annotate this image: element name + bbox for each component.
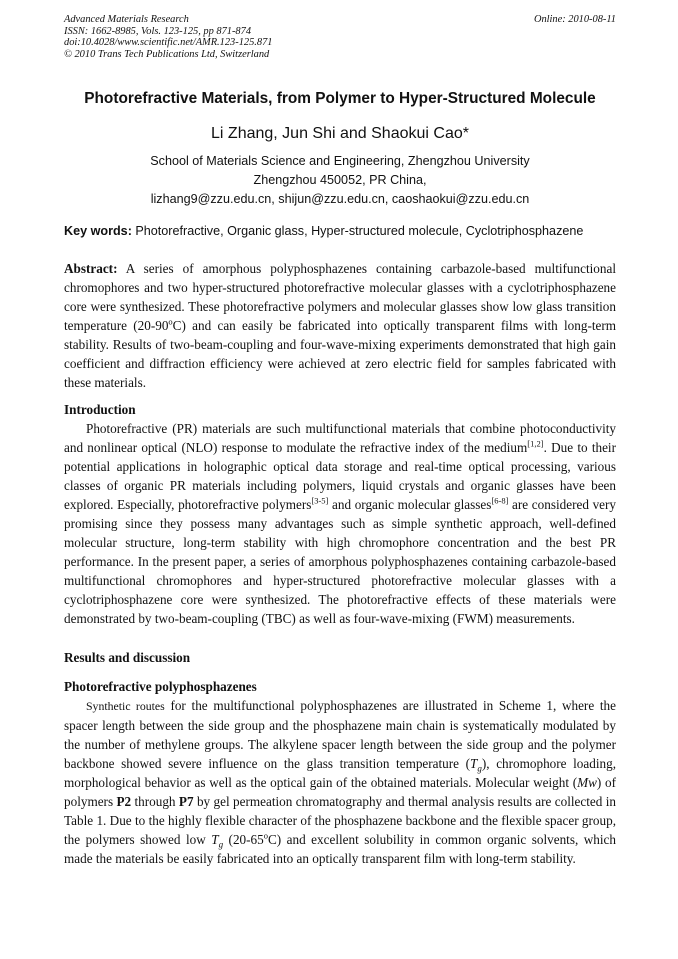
copyright-line: © 2010 Trans Tech Publications Ltd, Switzerland — [64, 48, 270, 60]
results-text: (20-65 — [223, 832, 264, 847]
keywords-text: Photorefractive, Organic glass, Hyper-structured molecule, Cyclotriphosphazene — [131, 224, 584, 238]
introduction-section — [64, 400, 616, 628]
results-text: ) of polymers — [64, 775, 616, 809]
citation-ref[interactable]: [6-8] — [491, 495, 509, 506]
results-text: for the multifunctional polyphosphazenes are illustrated in Scheme 1, where the spacer length between the side group and the phosphazene main chain is systematically modulated by the number of methylene groups. The alkylene spacer length between the side group and the polymer backbone showed severe influence on the glass transition temperature ( — [64, 698, 616, 771]
abstract-text: A series of amorphous polyphosphazenes containing carbazole-based multifunctional chromophores and two hyper-structured photorefractive molecular glasses with a cyclotriphosphazene core were synthesized. These photorefractive polymers and molecular glasses show low glass transition temperature (20-90 — [64, 261, 616, 333]
results-heading: Results and discussion — [64, 650, 191, 665]
results-paragraph — [64, 696, 616, 868]
results-text: by gel permeation chromatography and thermal analysis results are collected in Table 1. Due to the highly flexible character of the phosphazene backbone and the flexible spacer group, the polymers showed low — [64, 794, 616, 847]
journal-name: Advanced Materials Research — [64, 14, 189, 25]
results-text: C) and excellent solubility in common organic solvents, which made the materials be easily fabricated into an optically transparent film with long-term stability. — [64, 832, 616, 866]
results-section — [64, 648, 616, 868]
introduction-heading: Introduction — [64, 402, 136, 417]
tg-symbol: T — [211, 832, 219, 847]
intro-text: . Due to their potential applications in holographic optical data storage and real-time optical processing, various classes of organic PR materials including polymers, liquid crystals and organic glasses have been explored. Especially, photorefractive polymers — [64, 440, 616, 512]
results-subheading: Photorefractive polyphosphazenes — [64, 679, 257, 694]
abstract — [64, 259, 616, 392]
affiliation — [40, 152, 640, 209]
abstract-text-cont: C) and can easily be fabricated into optically transparent films with long-term stability. Results of two-beam-coupling and four-wave-mixing experiments demonstrated that high gain coefficient and diffraction efficiency were achieved at zero electric field for samples fabricated with these materials. — [64, 318, 616, 390]
results-lead: Synthetic routes — [86, 699, 165, 713]
results-text: ), chromophore loading, morphological behavior as well as the optical gain of the obtained materials. Molecular weight ( — [64, 756, 616, 790]
paper-authors: Li Zhang, Jun Shi and Shaokui Cao* — [211, 125, 469, 142]
affiliation-line-1: School of Materials Science and Engineering, Zhengzhou University — [150, 154, 530, 168]
keywords — [64, 224, 616, 238]
intro-text: are considered very promising since they possess many advantages such as simple synthetic approach, well-defined molecular structure, long-term stability with high chromophore concentration and the best PR performance. In the present paper, a series of amorphous polyphosphazenes containing carbazole-based multifunctional chromophores and hyper-structured photorefractive molecular glasses with a cyclotriphosphazene core were synthesized. The photorefractive effects of these materials were demonstrated by two-beam-coupling (TBC) as well as four-wave-mixing (FWM) measurements. — [64, 497, 616, 626]
paper-title: Photorefractive Materials, from Polymer to Hyper-Structured Molecule — [84, 90, 596, 107]
tg-symbol: T — [470, 756, 478, 771]
journal-header — [64, 14, 616, 60]
affiliation-line-2: Zhengzhou 450052, PR China, — [253, 173, 427, 187]
citation-ref[interactable]: [1,2] — [527, 438, 544, 449]
polymer-label: P2 — [116, 794, 132, 809]
mw-symbol: Mw — [577, 775, 597, 790]
results-text: through — [131, 794, 179, 809]
intro-text: Photorefractive (PR) materials are such multifunctional materials that combine photoconductivity and nonlinear optical (NLO) response to modulate the refractive index of the medium — [64, 421, 616, 455]
tg-subscript: g — [218, 839, 224, 850]
intro-text: and organic molecular glasses — [328, 497, 492, 512]
author-emails[interactable]: lizhang9@zzu.edu.cn, shijun@zzu.edu.cn, caoshaokui@zzu.edu.cn — [150, 192, 530, 206]
degree-sup: o — [168, 316, 173, 327]
keywords-label: Key words: — [64, 224, 132, 238]
online-date: Online: 2010-08-11 — [533, 14, 616, 25]
polymer-label: P7 — [178, 794, 194, 809]
tg-subscript: g — [477, 763, 482, 774]
citation-ref[interactable]: [3-5] — [311, 495, 329, 506]
introduction-paragraph — [64, 419, 616, 628]
doi-line[interactable]: doi:10.4028/www.scientific.net/AMR.123-125.871 — [64, 37, 273, 49]
degree-sup: o — [263, 830, 268, 841]
abstract-label: Abstract: — [64, 261, 118, 276]
issn-line: ISSN: 1662-8985, Vols. 123-125, pp 871-874 — [64, 25, 252, 37]
